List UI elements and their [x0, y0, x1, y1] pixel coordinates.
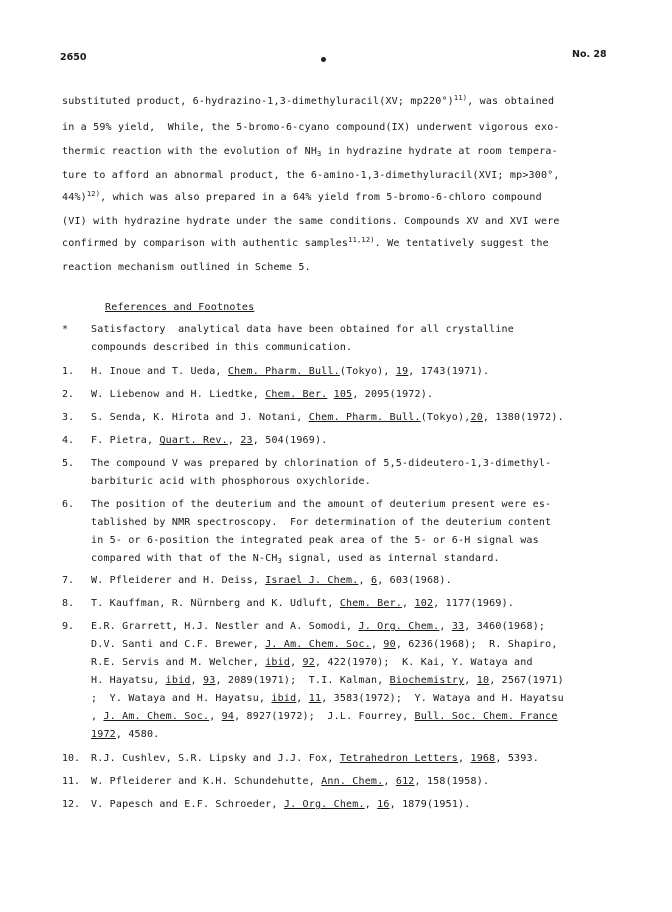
volume: 1968: [470, 753, 496, 764]
body-line-5: 44%)$^{12)}$, which was also prepared in a 64% yield from 5-bromo-6-chloro compound: [62, 190, 542, 203]
body-line-7: confirmed by comparison with authentic samples$^{11,12)}$. We tentatively suggest the: [62, 236, 549, 249]
journal-title: Chem. Pharm. Bull.: [227, 366, 340, 377]
volume: 102: [414, 598, 434, 609]
journal-title: Chem. Pharm. Bull.: [308, 412, 421, 423]
journal-title: Chem. Ber.: [265, 389, 328, 400]
journal-title: Chem. Ber.: [339, 598, 403, 609]
volume: 19: [395, 366, 409, 377]
volume: 612: [395, 776, 415, 787]
body-line-8: reaction mechanism outlined in Scheme 5.: [62, 262, 311, 273]
page-number: 2650: [60, 52, 87, 63]
body-line-4: ture to afford an abnormal product, the 6-amino-1,3-dimethyluracil(XVI; mp>300°,: [62, 170, 560, 181]
issue-number: No. 28: [572, 49, 607, 60]
footnote-marker: *: [62, 324, 69, 335]
journal-title: J. Org. Chem.: [283, 799, 365, 810]
journal-title: Tetrahedron Letters: [339, 753, 459, 764]
volume: 20: [470, 412, 483, 423]
references-heading: References and Footnotes: [105, 302, 255, 313]
journal-title: Quart. Rev.: [159, 435, 228, 446]
body-line-2: in a 59% yield, While, the 5-bromo-6-cyano compound(IX) underwent vigorous exo-: [62, 122, 560, 133]
body-line-6: (VI) with hydrazine hydrate under the same conditions. Compounds XV and XVI were: [62, 216, 560, 227]
body-line-1: substituted product, 6-hydrazino-1,3-dimethyluracil(XV; mp220°)$^{11)}$, was obtained: [62, 94, 555, 107]
journal-title: Israel J. Chem.: [265, 575, 359, 586]
volume: 105: [333, 389, 353, 400]
center-dot-mark: [321, 57, 326, 62]
volume: 23: [240, 435, 253, 446]
body-line-3: thermic reaction with the evolution of $NH_3$ in hydrazine hydrate at room tempera-: [62, 146, 558, 158]
journal-title: Ann. Chem.: [321, 776, 384, 787]
volume: 16: [377, 799, 390, 810]
volume: 6: [370, 575, 378, 586]
